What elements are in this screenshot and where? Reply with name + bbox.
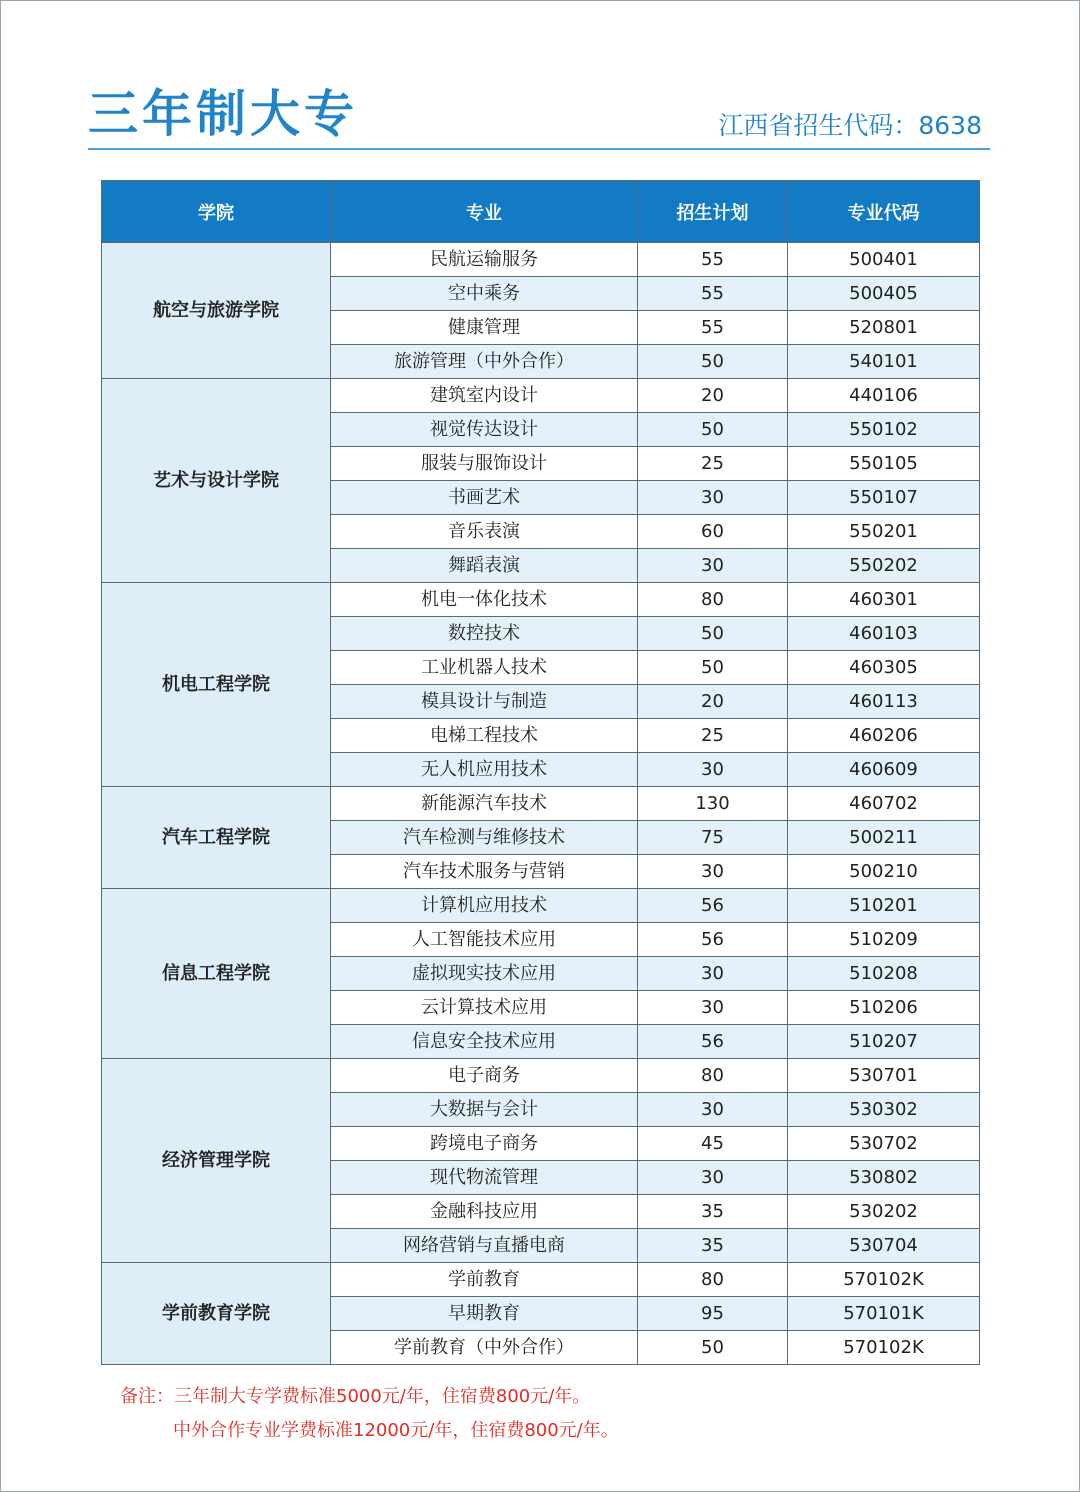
enrollment-plan-cell: 20 <box>638 685 788 719</box>
major-cell: 视觉传达设计 <box>331 413 638 447</box>
major-cell: 金融科技应用 <box>331 1195 638 1229</box>
major-cell: 工业机器人技术 <box>331 651 638 685</box>
table-row <box>102 1263 980 1297</box>
major-code-cell: 540101 <box>788 345 980 379</box>
major-cell: 舞蹈表演 <box>331 549 638 583</box>
major-code-cell: 550201 <box>788 515 980 549</box>
college-cell: 汽车工程学院 <box>102 787 331 889</box>
enrollment-plan-cell: 60 <box>638 515 788 549</box>
enrollment-plan-cell: 35 <box>638 1229 788 1263</box>
major-code-cell: 530701 <box>788 1059 980 1093</box>
major-code-cell: 500210 <box>788 855 980 889</box>
enrollment-plan-cell: 56 <box>638 1025 788 1059</box>
enrollment-plan-cell: 80 <box>638 583 788 617</box>
college-cell: 机电工程学院 <box>102 583 331 787</box>
major-code-cell: 500401 <box>788 243 980 277</box>
enrollment-plan-cell: 56 <box>638 923 788 957</box>
college-cell: 信息工程学院 <box>102 889 331 1059</box>
enrollment-plan-cell: 30 <box>638 549 788 583</box>
major-cell: 虚拟现实技术应用 <box>331 957 638 991</box>
enrollment-plan-cell: 55 <box>638 243 788 277</box>
enrollment-plan-cell: 80 <box>638 1059 788 1093</box>
college-cell: 艺术与设计学院 <box>102 379 331 583</box>
table-row <box>102 243 980 277</box>
major-code-cell: 530704 <box>788 1229 980 1263</box>
enrollment-plan-cell: 50 <box>638 617 788 651</box>
college-cell: 航空与旅游学院 <box>102 243 331 379</box>
enrollment-plan-cell: 45 <box>638 1127 788 1161</box>
major-cell: 汽车检测与维修技术 <box>331 821 638 855</box>
major-code-cell: 460301 <box>788 583 980 617</box>
major-cell: 早期教育 <box>331 1297 638 1331</box>
table-body <box>102 243 980 1365</box>
majors-table <box>101 180 980 1365</box>
major-code-cell: 460206 <box>788 719 980 753</box>
major-cell: 现代物流管理 <box>331 1161 638 1195</box>
enrollment-plan-cell: 30 <box>638 1161 788 1195</box>
note-line-1: 备注：三年制大专学费标准5000元/年，住宿费800元/年。 <box>120 1386 591 1407</box>
page-title: 三年制大专 <box>88 85 358 143</box>
major-code-cell: 440106 <box>788 379 980 413</box>
major-cell: 服装与服饰设计 <box>331 447 638 481</box>
major-code-cell: 570102K <box>788 1263 980 1297</box>
major-cell: 计算机应用技术 <box>331 889 638 923</box>
major-code-cell: 460305 <box>788 651 980 685</box>
major-cell: 新能源汽车技术 <box>331 787 638 821</box>
column-header-college: 学院 <box>102 181 331 243</box>
enrollment-plan-cell: 30 <box>638 753 788 787</box>
major-cell: 学前教育 <box>331 1263 638 1297</box>
enrollment-plan-cell: 25 <box>638 447 788 481</box>
major-cell: 民航运输服务 <box>331 243 638 277</box>
major-code-cell: 550107 <box>788 481 980 515</box>
major-cell: 大数据与会计 <box>331 1093 638 1127</box>
enrollment-plan-cell: 55 <box>638 311 788 345</box>
major-cell: 云计算技术应用 <box>331 991 638 1025</box>
major-cell: 跨境电子商务 <box>331 1127 638 1161</box>
enrollment-plan-cell: 30 <box>638 855 788 889</box>
table-row <box>102 379 980 413</box>
table-row <box>102 787 980 821</box>
major-cell: 信息安全技术应用 <box>331 1025 638 1059</box>
major-code-cell: 460609 <box>788 753 980 787</box>
column-header-enrollment-plan: 招生计划 <box>638 181 788 243</box>
major-code-cell: 510209 <box>788 923 980 957</box>
enrollment-plan-cell: 80 <box>638 1263 788 1297</box>
table-row <box>102 583 980 617</box>
major-cell: 无人机应用技术 <box>331 753 638 787</box>
major-code-cell: 460702 <box>788 787 980 821</box>
major-code-cell: 510201 <box>788 889 980 923</box>
major-code-cell: 550202 <box>788 549 980 583</box>
major-code-cell: 510206 <box>788 991 980 1025</box>
major-cell: 电梯工程技术 <box>331 719 638 753</box>
enrollment-plan-cell: 30 <box>638 1093 788 1127</box>
enrollment-plan-cell: 50 <box>638 345 788 379</box>
major-code-cell: 530302 <box>788 1093 980 1127</box>
notes <box>120 1380 619 1448</box>
major-code-cell: 510208 <box>788 957 980 991</box>
major-cell: 模具设计与制造 <box>331 685 638 719</box>
major-code-cell: 530702 <box>788 1127 980 1161</box>
major-cell: 建筑室内设计 <box>331 379 638 413</box>
major-code-cell: 570101K <box>788 1297 980 1331</box>
enrollment-plan-cell: 35 <box>638 1195 788 1229</box>
major-cell: 机电一体化技术 <box>331 583 638 617</box>
enrollment-plan-cell: 55 <box>638 277 788 311</box>
major-code-cell: 510207 <box>788 1025 980 1059</box>
major-cell: 电子商务 <box>331 1059 638 1093</box>
major-cell: 旅游管理（中外合作） <box>331 345 638 379</box>
enrollment-plan-cell: 30 <box>638 991 788 1025</box>
column-header-major: 专业 <box>331 181 638 243</box>
enrollment-plan-cell: 50 <box>638 651 788 685</box>
column-header-major-code: 专业代码 <box>788 181 980 243</box>
enrollment-plan-cell: 75 <box>638 821 788 855</box>
major-code-cell: 520801 <box>788 311 980 345</box>
major-code-cell: 500211 <box>788 821 980 855</box>
enrollment-plan-cell: 95 <box>638 1297 788 1331</box>
major-cell: 健康管理 <box>331 311 638 345</box>
major-code-cell: 460113 <box>788 685 980 719</box>
college-cell: 学前教育学院 <box>102 1263 331 1365</box>
major-code-cell: 460103 <box>788 617 980 651</box>
title-divider <box>88 148 990 150</box>
major-cell: 网络营销与直播电商 <box>331 1229 638 1263</box>
major-cell: 书画艺术 <box>331 481 638 515</box>
major-cell: 音乐表演 <box>331 515 638 549</box>
enrollment-plan-cell: 30 <box>638 481 788 515</box>
major-code-cell: 530202 <box>788 1195 980 1229</box>
major-cell: 空中乘务 <box>331 277 638 311</box>
enrollment-plan-cell: 50 <box>638 1331 788 1365</box>
major-cell: 数控技术 <box>331 617 638 651</box>
enrollment-plan-cell: 20 <box>638 379 788 413</box>
major-code-cell: 570102K <box>788 1331 980 1365</box>
table-row <box>102 1059 980 1093</box>
enrollment-code-label: 江西省招生代码：8638 <box>718 111 982 140</box>
major-cell: 汽车技术服务与营销 <box>331 855 638 889</box>
enrollment-plan-cell: 25 <box>638 719 788 753</box>
enrollment-plan-cell: 56 <box>638 889 788 923</box>
college-cell: 经济管理学院 <box>102 1059 331 1263</box>
enrollment-plan-cell: 30 <box>638 957 788 991</box>
enrollment-plan-cell: 130 <box>638 787 788 821</box>
table-row <box>102 889 980 923</box>
major-code-cell: 500405 <box>788 277 980 311</box>
major-code-cell: 550102 <box>788 413 980 447</box>
major-cell: 人工智能技术应用 <box>331 923 638 957</box>
major-code-cell: 530802 <box>788 1161 980 1195</box>
major-cell: 学前教育（中外合作） <box>331 1331 638 1365</box>
table-header-row <box>102 181 980 243</box>
note-line-2: 中外合作专业学费标准12000元/年，住宿费800元/年。 <box>173 1420 619 1441</box>
major-code-cell: 550105 <box>788 447 980 481</box>
enrollment-plan-cell: 50 <box>638 413 788 447</box>
